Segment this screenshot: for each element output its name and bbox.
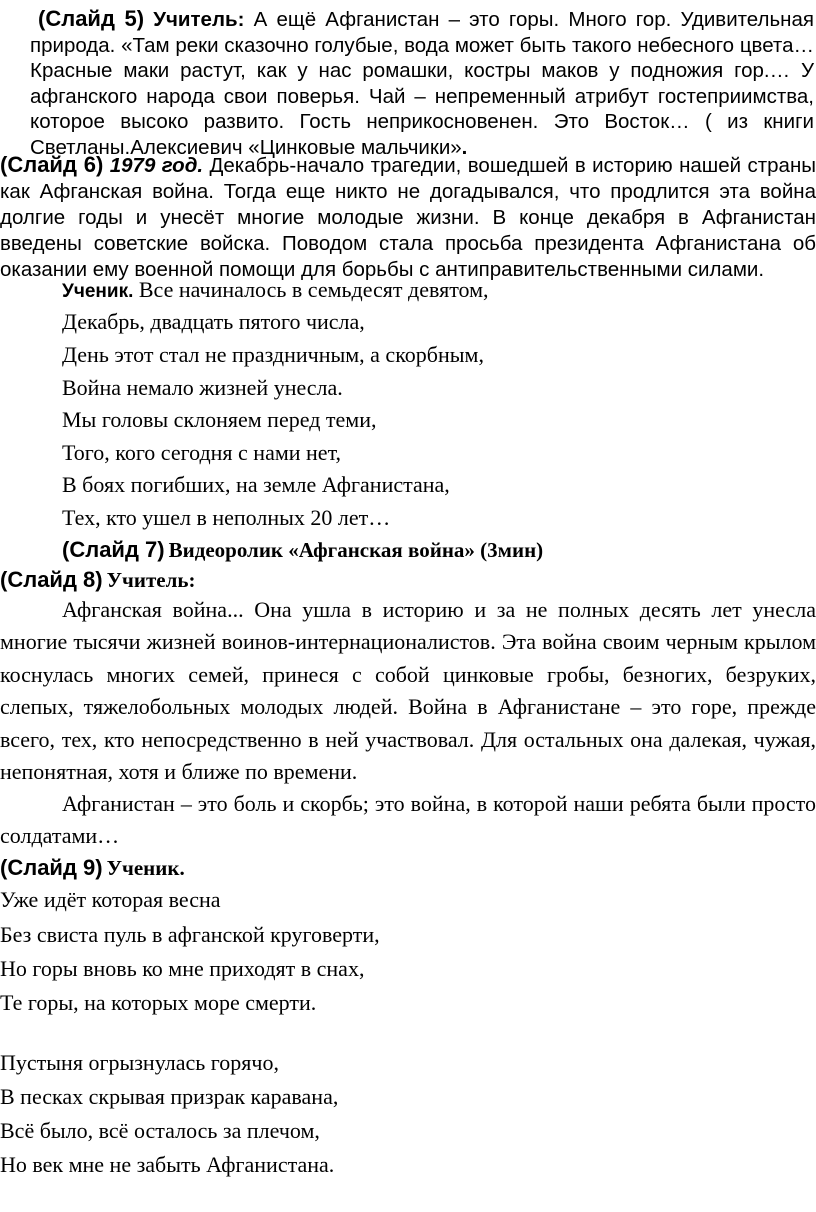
poem2-line-3: Те горы, на которых море смерти. bbox=[0, 990, 317, 1015]
slide8-heading bbox=[0, 566, 195, 597]
poem1-line-4: Мы головы склоняем перед теми, bbox=[62, 407, 377, 432]
poem1-line-0: Ученик. Все начиналось в семьдесят девятом, bbox=[62, 277, 489, 302]
slide7-tag: (Слайд 7) bbox=[62, 537, 165, 562]
slide7-text: Видеоролик «Афганская война» (3мин) bbox=[168, 538, 544, 562]
slide5-tag: (Слайд 5) bbox=[38, 6, 145, 31]
slide9-speaker: Ученик. bbox=[106, 856, 185, 880]
slide9-tag: (Слайд 9) bbox=[0, 855, 103, 880]
poem2-line-7: Но век мне не забыть Афганистана. bbox=[0, 1152, 335, 1177]
poem1-line-7: Тех, кто ушел в неполных 20 лет… bbox=[62, 505, 391, 530]
slide7-heading bbox=[62, 536, 543, 567]
slide8-paragraph-2: Афганистан – это боль и скорбь; это война, в которой наши ребята были просто солдатами… bbox=[0, 791, 816, 849]
slide8-tag: (Слайд 8) bbox=[0, 567, 103, 592]
slide5-end: . bbox=[461, 135, 468, 159]
poem2-line-2: Но горы вновь ко мне приходят в снах, bbox=[0, 956, 365, 981]
slide8-speaker: Учитель: bbox=[106, 568, 196, 592]
poem1-speaker: Ученик. bbox=[62, 281, 134, 302]
poem1-line-3: Война немало жизней унесла. bbox=[62, 375, 343, 400]
poem1-line-2: День этот стал не праздничным, а скорбным, bbox=[62, 342, 484, 367]
slide5-text: А ещё Афганистан – это горы. Много гор. Удивительная природа. «Там реки сказочно голубые, вода может быть такого небесного цвета… Красные маки растут, как у нас ромашки, костры маков у подножия гор.… У афганского народа свои поверья. Чай – непременный атрибут гостеприимства, которое высоко развито. Гость неприкосновенен. Это Восток… ( из книги Светланы.Алексиевич «Цинковые мальчики» bbox=[30, 8, 814, 159]
poem1-line-5: Того, кого сегодня с нами нет, bbox=[62, 440, 342, 465]
slide5-speaker: Учитель: bbox=[153, 8, 245, 31]
poem2-line-0: Уже идёт которая весна bbox=[0, 887, 221, 912]
slide6-tag: (Слайд 6) bbox=[0, 152, 104, 177]
slide5-paragraph bbox=[30, 6, 814, 161]
slide8-paragraph-1: Афганская война... Она ушла в историю и за не полных десять лет унесла многие тысячи жизней воинов-интернационалистов. Эта война своим черным крылом коснулась многих семей, принеся с собой цинковые гробы, безногих, безруких, слепых, тяжелобольных молодых людей. Война в Афганистане – это горе, прежде всего, тех, кто непосредственно в ней участвовал. Для остальных она далекая, чужая, непонятная, хотя и ближе по времени. bbox=[0, 597, 816, 785]
poem2-line-6: Всё было, всё осталось за плечом, bbox=[0, 1118, 320, 1143]
poem1-line-6: В боях погибших, на земле Афганистана, bbox=[62, 472, 450, 497]
slide6-year: 1979 год. bbox=[109, 154, 204, 177]
poem1-line-1: Декабрь, двадцать пятого числа, bbox=[62, 309, 365, 334]
poem2-line-4: Пустыня огрызнулась горячо, bbox=[0, 1050, 279, 1075]
slide6-paragraph bbox=[0, 152, 816, 283]
slide9-heading bbox=[0, 854, 185, 885]
poem2-line-5: В песках скрывая призрак каравана, bbox=[0, 1084, 339, 1109]
poem2-line-1: Без свиста пуль в афганской круговерти, bbox=[0, 922, 380, 947]
slide6-text: Декабрь-начало трагедии, вошедшей в историю нашей страны как Афганская война. Тогда еще никто не догадывался, что продлится эта война долгие годы и унесёт многие молодые жизни. В конце декабря в Афганистан введены советские войска. Поводом стала просьба президента Афганистана об оказании ему военной помощи для борьбы с антиправительственными силами. bbox=[0, 154, 816, 281]
